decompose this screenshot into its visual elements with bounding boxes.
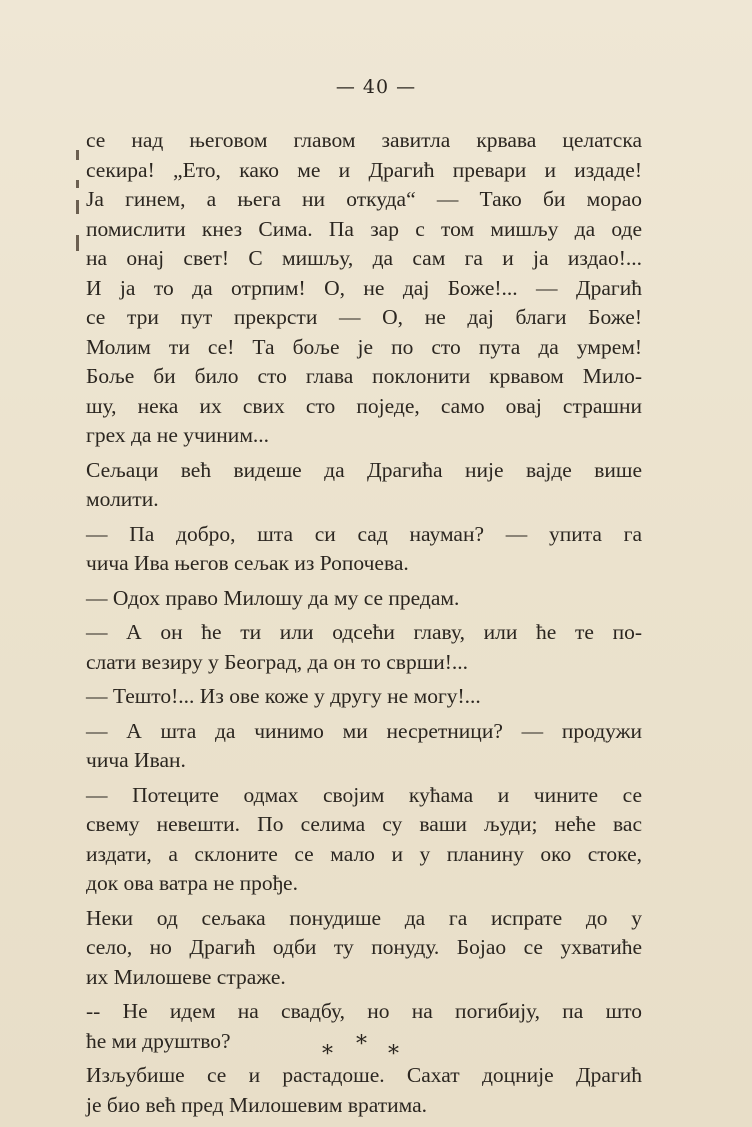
text-line: се три пут прекрсти — О, не дај благи Боже!	[86, 305, 642, 329]
text-line: свему невешти. По селима су ваши људи; неће вас	[86, 812, 642, 836]
paragraph	[86, 682, 642, 712]
text-line: Ја гинем, а њега ни откуда“ — Тако би морао	[86, 187, 642, 211]
text-line: Боље би било сто глава поклонити крвавом Мило-	[86, 364, 642, 388]
text-line: чича Ива његов сељак из Ропочева.	[86, 551, 409, 575]
paragraph	[86, 618, 642, 677]
text-line: чича Иван.	[86, 748, 186, 772]
text-line: издати, а склоните се мало и у планину око стоке,	[86, 841, 642, 866]
text-line: секира! „Ето, како ме и Драгић превари и издаде!	[86, 157, 642, 182]
text-line: на онај свет! С мишљу, да сам га и ја издао!...	[86, 246, 642, 270]
text-line: ће ми друштво?	[86, 1028, 231, 1053]
margin-mark	[76, 180, 79, 188]
paragraph	[86, 126, 642, 451]
text-line: — Тешто!... Из ове коже у другу не могу!...	[86, 684, 481, 708]
text-line: Молим ти се! Та боље је по сто пута да умрем!	[86, 334, 642, 359]
page-number: — 40 —	[335, 76, 417, 98]
section-separator	[0, 1032, 752, 1076]
text-line: се над његовом главом завитла крвава целатска	[86, 128, 642, 152]
text-line: помислити кнез Сима. Па зар с том мишљу да оде	[86, 216, 642, 241]
margin-mark	[76, 150, 79, 160]
text-line: — Одох право Милошу да му се предам.	[86, 585, 460, 610]
text-line: село, но Драгић одби ту понуду. Бојао се ухватиће	[86, 935, 642, 959]
text-line: грех да не учиним...	[86, 423, 270, 447]
separator-star: *	[388, 1042, 399, 1067]
text-line: — Потеците одмах својим кућама и чините се	[86, 782, 642, 807]
text-line: -- Не идем на свадбу, но на погибију, па што	[86, 999, 642, 1023]
text-line: Сељаци већ видеше да Драгића није вајде више	[86, 457, 642, 482]
text-line: док ова ватра не прође.	[86, 871, 298, 895]
margin-mark	[76, 235, 79, 251]
text-line: И ја то да отрпим! О, не дај Боже!... — Драгић	[86, 275, 642, 300]
text-line: — А он ће ти или одсећи главу, или ће те по-	[86, 620, 642, 644]
margin-mark	[76, 200, 79, 214]
separator-star: *	[322, 1042, 333, 1067]
text-line: — Па добро, шта си сад науман? — упита га	[86, 521, 642, 546]
paragraph	[86, 584, 642, 614]
text-line: их Милошеве страже.	[86, 964, 286, 989]
paragraph	[86, 456, 642, 515]
text-line: слати везиру у Београд, да он то сврши!...	[86, 649, 469, 674]
text-line: — А шта да чинимо ми несретници? — продужи	[86, 718, 642, 743]
paragraph	[86, 904, 642, 993]
paragraph	[86, 520, 642, 579]
paragraph	[86, 781, 642, 899]
separator-star: *	[356, 1032, 367, 1057]
paragraph	[86, 717, 642, 776]
text-line: Неки од сељака понудише да га испрате до у	[86, 905, 642, 930]
text-line: Изљубише се и растадоше. Сахат доцније Драгић	[86, 1063, 642, 1087]
text-line: шу, нека их свих сто поједе, само овај страшни	[86, 393, 642, 418]
text-line: је био већ пред Милошевим вратима.	[86, 1092, 427, 1117]
text-line: молити.	[86, 487, 159, 511]
body-text	[86, 126, 642, 1125]
